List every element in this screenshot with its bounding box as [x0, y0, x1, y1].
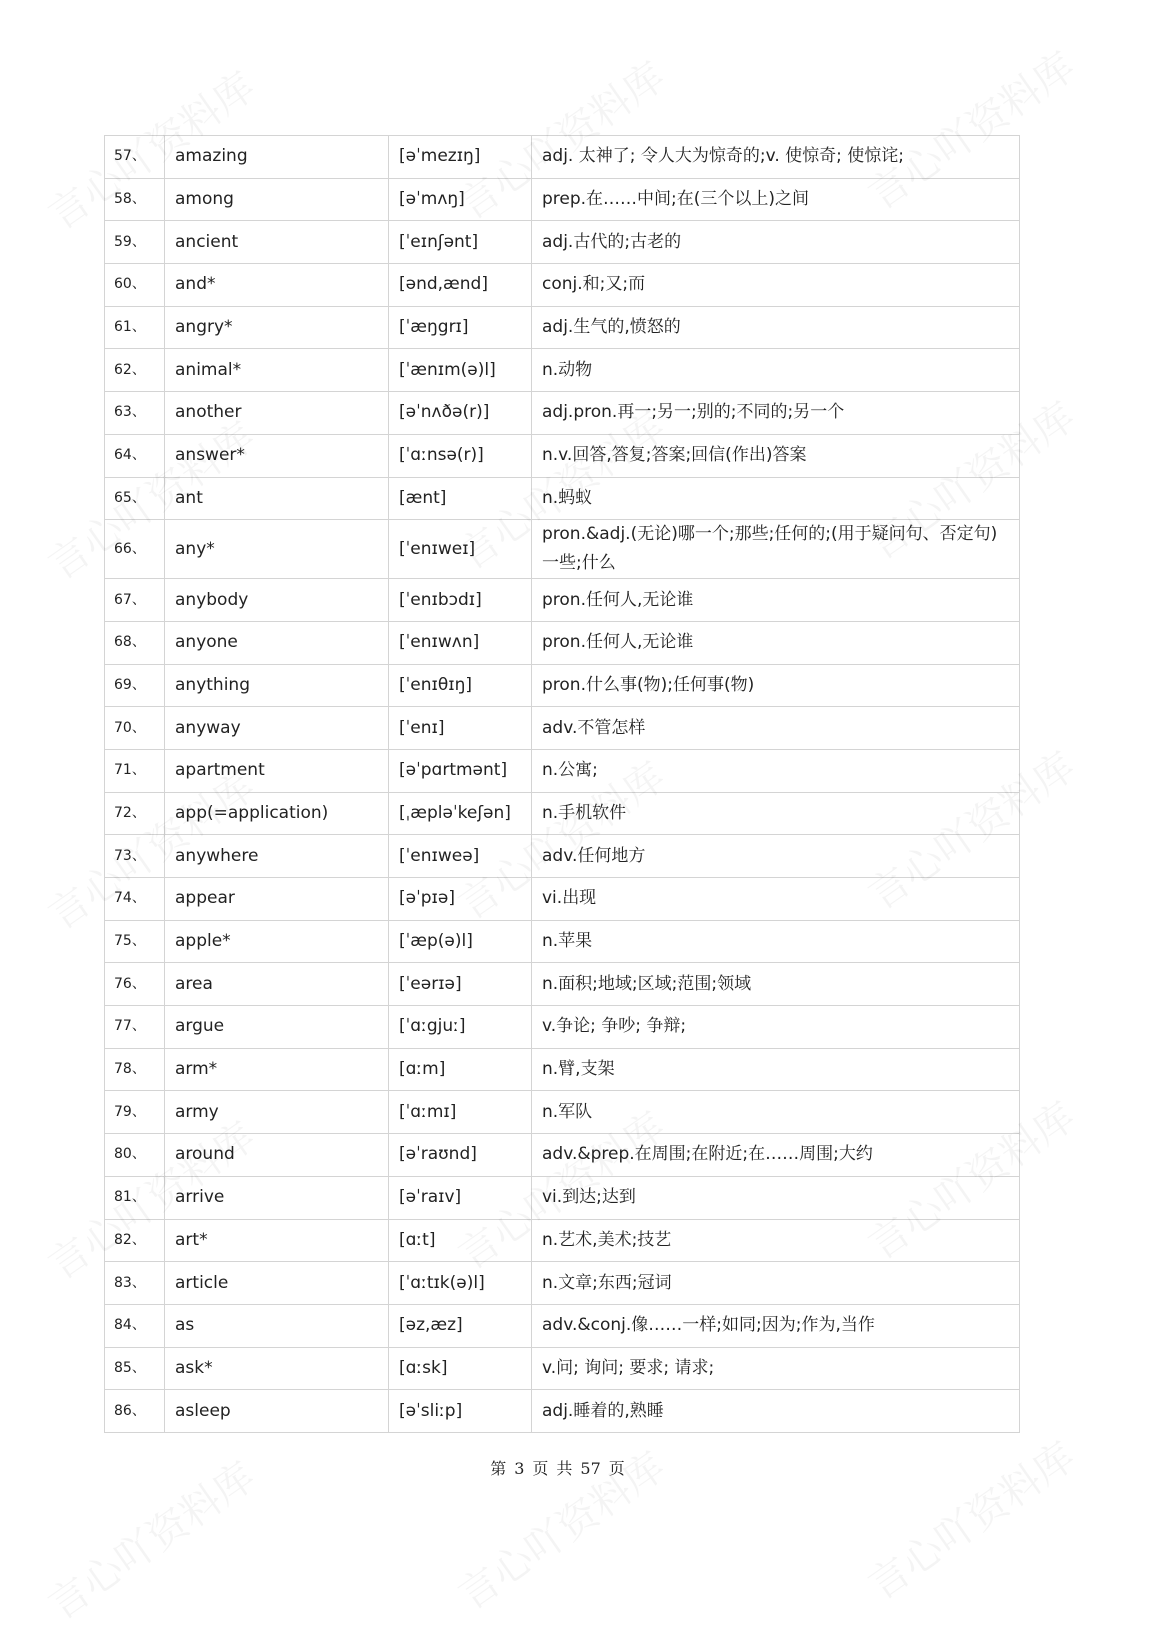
meaning-cell: n.艺术,美术;技艺: [532, 1219, 1020, 1262]
word-cell: angry*: [165, 306, 389, 349]
phonetic-cell: [ˈɑːtɪk(ə)l]: [389, 1262, 532, 1305]
table-row: [105, 221, 1020, 264]
meaning-cell: pron.任何人,无论谁: [532, 579, 1020, 622]
row-number: 59、: [105, 221, 165, 264]
table-row: [105, 1219, 1020, 1262]
current-page: 3: [514, 1459, 525, 1478]
meaning-cell: pron.&adj.(无论)哪一个;那些;任何的;(用于疑问句、否定句)一些;什么: [532, 520, 1020, 579]
table-row: [105, 621, 1020, 664]
meaning-cell: adj.pron.再一;另一;别的;不同的;另一个: [532, 392, 1020, 435]
word-cell: anything: [165, 664, 389, 707]
table-row: [105, 1347, 1020, 1390]
phonetic-cell: [ˈɑːnsə(r)]: [389, 434, 532, 477]
meaning-cell: conj.和;又;而: [532, 264, 1020, 307]
word-cell: another: [165, 392, 389, 435]
row-number: 60、: [105, 264, 165, 307]
meaning-cell: v.问; 询问; 要求; 请求;: [532, 1347, 1020, 1390]
table-row: [105, 664, 1020, 707]
phonetic-cell: [əˈraɪv]: [389, 1176, 532, 1219]
row-number: 74、: [105, 878, 165, 921]
word-cell: art*: [165, 1219, 389, 1262]
phonetic-cell: [ˈeərɪə]: [389, 963, 532, 1006]
footer-total-label: 共: [556, 1459, 573, 1478]
word-cell: arm*: [165, 1048, 389, 1091]
table-row: [105, 963, 1020, 1006]
word-cell: as: [165, 1304, 389, 1347]
word-cell: amazing: [165, 136, 389, 179]
word-cell: appear: [165, 878, 389, 921]
word-cell: among: [165, 178, 389, 221]
table-row: [105, 264, 1020, 307]
table-row: [105, 707, 1020, 750]
word-cell: apartment: [165, 749, 389, 792]
meaning-cell: n.蚂蚁: [532, 477, 1020, 520]
row-number: 57、: [105, 136, 165, 179]
table-row: [105, 792, 1020, 835]
meaning-cell: adj.睡着的,熟睡: [532, 1390, 1020, 1433]
phonetic-cell: [əˈpɑrtmənt]: [389, 749, 532, 792]
table-row: [105, 1262, 1020, 1305]
row-number: 85、: [105, 1347, 165, 1390]
word-cell: any*: [165, 520, 389, 579]
word-cell: argue: [165, 1006, 389, 1049]
meaning-cell: adv.&prep.在周围;在附近;在……周围;大约: [532, 1134, 1020, 1177]
table-row: [105, 1048, 1020, 1091]
phonetic-cell: [ˈæŋgrɪ]: [389, 306, 532, 349]
footer-page-label: 页: [532, 1459, 549, 1478]
row-number: 86、: [105, 1390, 165, 1433]
phonetic-cell: [əˈraʊnd]: [389, 1134, 532, 1177]
phonetic-cell: [ɑːm]: [389, 1048, 532, 1091]
table-row: [105, 392, 1020, 435]
meaning-cell: n.文章;东西;冠词: [532, 1262, 1020, 1305]
meaning-cell: adj.古代的;古老的: [532, 221, 1020, 264]
table-row: [105, 1176, 1020, 1219]
table-row: [105, 520, 1020, 579]
phonetic-cell: [əˈmezɪŋ]: [389, 136, 532, 179]
word-cell: and*: [165, 264, 389, 307]
phonetic-cell: [ˈenɪ]: [389, 707, 532, 750]
phonetic-cell: [əˈpɪə]: [389, 878, 532, 921]
table-row: [105, 1091, 1020, 1134]
footer-prefix: 第: [490, 1459, 507, 1478]
meaning-cell: pron.什么事(物);任何事(物): [532, 664, 1020, 707]
table-row: [105, 178, 1020, 221]
row-number: 77、: [105, 1006, 165, 1049]
table-row: [105, 136, 1020, 179]
meaning-cell: n.v.回答,答复;答案;回信(作出)答案: [532, 434, 1020, 477]
phonetic-cell: [ənd,ænd]: [389, 264, 532, 307]
word-cell: ancient: [165, 221, 389, 264]
meaning-cell: n.公寓;: [532, 749, 1020, 792]
table-row: [105, 1006, 1020, 1049]
word-cell: area: [165, 963, 389, 1006]
phonetic-cell: [ˈeɪnʃənt]: [389, 221, 532, 264]
meaning-cell: adj. 太神了; 令人大为惊奇的;v. 使惊奇; 使惊诧;: [532, 136, 1020, 179]
row-number: 78、: [105, 1048, 165, 1091]
word-cell: ask*: [165, 1347, 389, 1390]
footer-suffix: 页: [608, 1459, 625, 1478]
row-number: 67、: [105, 579, 165, 622]
phonetic-cell: [ˈenɪweɪ]: [389, 520, 532, 579]
row-number: 66、: [105, 520, 165, 579]
row-number: 61、: [105, 306, 165, 349]
meaning-cell: adj.生气的,愤怒的: [532, 306, 1020, 349]
row-number: 80、: [105, 1134, 165, 1177]
meaning-cell: pron.任何人,无论谁: [532, 621, 1020, 664]
meaning-cell: v.争论; 争吵; 争辩;: [532, 1006, 1020, 1049]
vocabulary-table: [104, 135, 1020, 1433]
word-cell: animal*: [165, 349, 389, 392]
phonetic-cell: [ˌæpləˈkeʃən]: [389, 792, 532, 835]
phonetic-cell: [ˈenɪbɔdɪ]: [389, 579, 532, 622]
word-cell: app(=application): [165, 792, 389, 835]
phonetic-cell: [ænt]: [389, 477, 532, 520]
meaning-cell: n.面积;地域;区域;范围;领域: [532, 963, 1020, 1006]
table-row: [105, 579, 1020, 622]
meaning-cell: n.苹果: [532, 920, 1020, 963]
phonetic-cell: [əˈnʌðə(r)]: [389, 392, 532, 435]
row-number: 68、: [105, 621, 165, 664]
row-number: 79、: [105, 1091, 165, 1134]
word-cell: anyway: [165, 707, 389, 750]
phonetic-cell: [ɑːt]: [389, 1219, 532, 1262]
meaning-cell: n.军队: [532, 1091, 1020, 1134]
row-number: 65、: [105, 477, 165, 520]
phonetic-cell: [əˈmʌŋ]: [389, 178, 532, 221]
meaning-cell: n.臂,支架: [532, 1048, 1020, 1091]
table-row: [105, 349, 1020, 392]
meaning-cell: n.动物: [532, 349, 1020, 392]
row-number: 69、: [105, 664, 165, 707]
phonetic-cell: [ɑːsk]: [389, 1347, 532, 1390]
table-row: [105, 477, 1020, 520]
table-row: [105, 835, 1020, 878]
meaning-cell: vi.到达;达到: [532, 1176, 1020, 1219]
word-cell: arrive: [165, 1176, 389, 1219]
phonetic-cell: [ˈenɪθɪŋ]: [389, 664, 532, 707]
word-cell: ant: [165, 477, 389, 520]
word-cell: anybody: [165, 579, 389, 622]
phonetic-cell: [ˈɑːgjuː]: [389, 1006, 532, 1049]
phonetic-cell: [ˈɑːmɪ]: [389, 1091, 532, 1134]
meaning-cell: adv.&conj.像……一样;如同;因为;作为,当作: [532, 1304, 1020, 1347]
table-row: [105, 306, 1020, 349]
phonetic-cell: [ˈenɪweə]: [389, 835, 532, 878]
table-row: [105, 878, 1020, 921]
meaning-cell: vi.出现: [532, 878, 1020, 921]
word-cell: anyone: [165, 621, 389, 664]
table-row: [105, 749, 1020, 792]
row-number: 71、: [105, 749, 165, 792]
row-number: 72、: [105, 792, 165, 835]
word-cell: army: [165, 1091, 389, 1134]
table-row: [105, 434, 1020, 477]
row-number: 64、: [105, 434, 165, 477]
phonetic-cell: [əz,æz]: [389, 1304, 532, 1347]
word-cell: article: [165, 1262, 389, 1305]
row-number: 76、: [105, 963, 165, 1006]
word-cell: asleep: [165, 1390, 389, 1433]
phonetic-cell: [əˈsliːp]: [389, 1390, 532, 1433]
word-cell: answer*: [165, 434, 389, 477]
phonetic-cell: [ˈæp(ə)l]: [389, 920, 532, 963]
word-cell: around: [165, 1134, 389, 1177]
row-number: 82、: [105, 1219, 165, 1262]
phonetic-cell: [ˈænɪm(ə)l]: [389, 349, 532, 392]
table-row: [105, 1134, 1020, 1177]
row-number: 81、: [105, 1176, 165, 1219]
total-pages: 57: [580, 1459, 601, 1478]
meaning-cell: prep.在……中间;在(三个以上)之间: [532, 178, 1020, 221]
meaning-cell: n.手机软件: [532, 792, 1020, 835]
meaning-cell: adv.不管怎样: [532, 707, 1020, 750]
row-number: 75、: [105, 920, 165, 963]
row-number: 58、: [105, 178, 165, 221]
row-number: 73、: [105, 835, 165, 878]
row-number: 84、: [105, 1304, 165, 1347]
watermark-text: [855, 1426, 1084, 1610]
page-footer: [0, 1456, 1115, 1479]
phonetic-cell: [ˈenɪwʌn]: [389, 621, 532, 664]
table-row: [105, 1304, 1020, 1347]
word-cell: apple*: [165, 920, 389, 963]
row-number: 70、: [105, 707, 165, 750]
table-row: [105, 920, 1020, 963]
word-cell: anywhere: [165, 835, 389, 878]
row-number: 63、: [105, 392, 165, 435]
meaning-cell: adv.任何地方: [532, 835, 1020, 878]
row-number: 62、: [105, 349, 165, 392]
table-row: [105, 1390, 1020, 1433]
row-number: 83、: [105, 1262, 165, 1305]
